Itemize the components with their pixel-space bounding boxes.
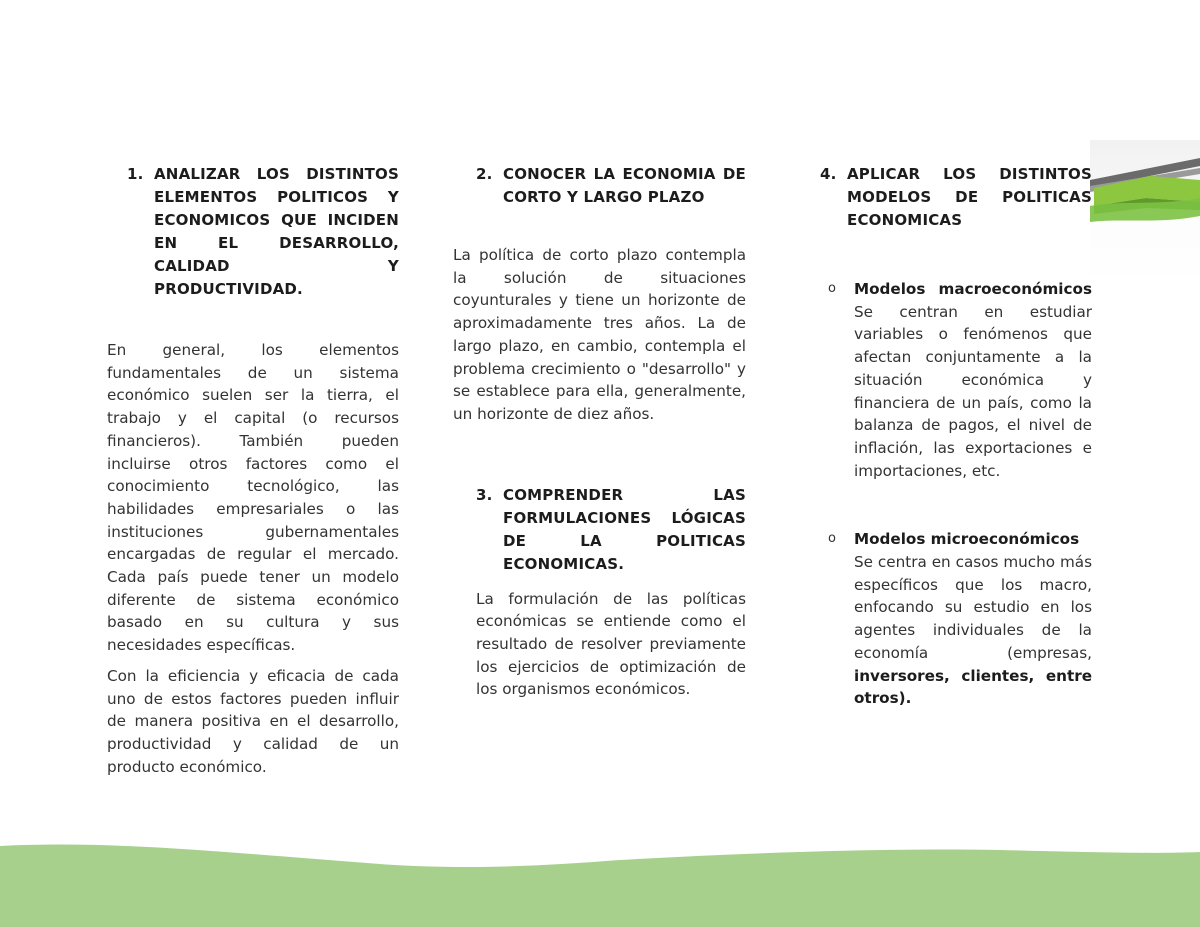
section-4-heading: [820, 163, 1092, 232]
section-1-heading: [107, 163, 399, 301]
decorative-3d-image: [1090, 140, 1200, 290]
section-4-number: 4.: [820, 165, 837, 183]
macro-models-text: [854, 278, 1092, 482]
micro-models-description-bold: inversores, clientes, entre otros).: [854, 666, 1092, 708]
micro-models-text: [854, 528, 1092, 710]
column-1: [107, 163, 399, 778]
bullet-marker: o: [828, 281, 836, 296]
micro-models-bullet: [820, 528, 1092, 710]
section-1-paragraph-2: Con la eficiencia y eficacia de cada uno de estos factores pueden influir de manera positiva en el desarrollo, productividad y calidad de un producto económico.: [107, 666, 399, 776]
decorative-green-wave: [0, 830, 1200, 927]
section-4-title: APLICAR LOS DISTINTOS MODELOS DE POLITICAS ECONOMICAS: [847, 165, 1092, 229]
section-3-title: COMPRENDER LAS FORMULACIONES LÓGICAS DE LA POLITICAS ECONOMICAS.: [503, 485, 746, 573]
section-1-number: 1.: [127, 165, 144, 183]
macro-models-bullet: [820, 278, 1092, 482]
bullet-marker: o: [828, 531, 836, 547]
macro-models-label: Modelos macroeconómicos: [854, 280, 1092, 298]
column-3: [820, 163, 1092, 710]
section-2-title: CONOCER LA ECONOMIA DE CORTO Y LARGO PLAZO: [503, 165, 746, 206]
section-2-number: 2.: [476, 165, 493, 183]
section-2-heading: [453, 163, 746, 209]
section-3-number: 3.: [476, 485, 493, 504]
micro-models-description: Se centra en casos mucho más específicos que los macro, enfocando su estudio en los agentes individuales de la economía (empresas,: [854, 553, 1092, 662]
column-2: [453, 163, 746, 701]
section-2-paragraph: La política de corto plazo contempla la solución de situaciones coyunturales y tiene un horizonte de aproximadamente tres años. La de largo plazo, en cambio, contempla el problema crecimiento o "desarrollo" y se establece para ella, generalmente, un horizonte de diez años.: [453, 246, 746, 423]
section-1-title: ANALIZAR LOS DISTINTOS ELEMENTOS POLITICOS Y ECONOMICOS QUE INCIDEN EN EL DESARROLLO, CALIDAD Y PRODUCTIVIDAD.: [154, 165, 399, 298]
section-1-paragraph-1: En general, los elementos fundamentales de un sistema económico suelen ser la tierra, el trabajo y el capital (o recursos financieros). También pueden incluirse otros factores como el conocimiento tecnológico, las habilidades empresariales o las instituciones gubernamentales encargadas de regular el mercado. Cada país puede tener un modelo diferente de sistema económico basado en su cultura y sus necesidades específicas.: [107, 341, 399, 655]
section-3-heading: [453, 484, 746, 576]
micro-models-label: Modelos microeconómicos: [854, 530, 1080, 549]
macro-models-description: Se centran en estudiar variables o fenómenos que afectan conjuntamente a la situación económica y financiera de un país, como la balanza de pagos, el nivel de inflación, las exportaciones e importaciones, etc.: [854, 302, 1092, 480]
section-3-paragraph: La formulación de las políticas económicas se entiende como el resultado de resolver previamente los ejercicios de optimización de los organismos económicos.: [476, 589, 746, 699]
